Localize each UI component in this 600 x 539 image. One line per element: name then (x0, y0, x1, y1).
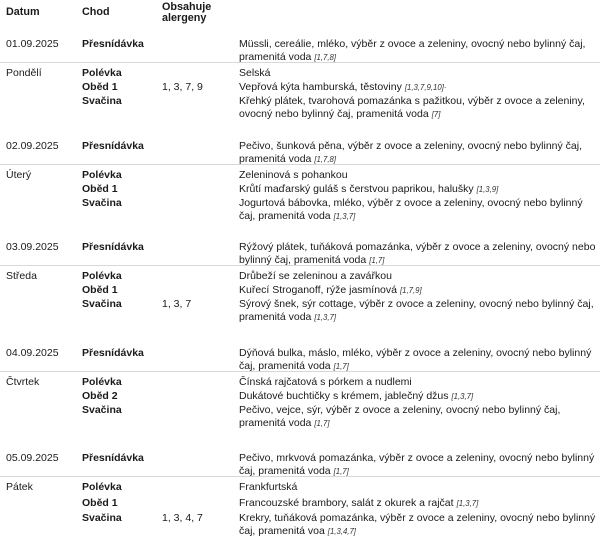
lunch-desc: Dukátové buchtičky s krémem, jablečný džus [1,3,7] (239, 390, 474, 402)
allergen-codes: [7] (431, 110, 441, 119)
divider (0, 62, 600, 63)
allergen-codes: [1,7] (314, 419, 330, 428)
allergen-codes: [1,3,9] (476, 185, 499, 194)
course-label-lunch: Oběd 1 (82, 284, 118, 296)
weekday: Čtvrtek (6, 376, 40, 388)
allergen-codes: [1,7] (369, 256, 385, 265)
course-label-breakfast: Přesnídávka (82, 241, 144, 253)
date: 04.09.2025 (6, 347, 59, 359)
allergen-codes: [1,7] (333, 467, 349, 476)
course-label-breakfast: Přesnídávka (82, 347, 144, 359)
allergen-codes: [1,7,8] (314, 53, 337, 62)
snack-desc: Krekry, tuňáková pomazánka, výběr z ovoce a zeleniny, ovocný nebo bylinný čaj, pramenitá voa [1,3,4,7] (239, 512, 596, 537)
breakfast-desc: Pečivo, mrkvová pomazánka, výběr z ovoce a zeleniny, ovocný nebo bylinný čaj, pramenitá voda [1,7] (239, 452, 595, 477)
allergen-codes: [1,7,9] (399, 286, 422, 295)
divider (0, 164, 600, 165)
course-label-snack: Svačina (82, 512, 122, 524)
header-allergens-line1: Obsahuje (162, 1, 212, 13)
breakfast-desc: Rýžový plátek, tuňáková pomazánka, výběr z ovoce a zeleniny, ovocný nebo bylinný čaj, pramenitá voda [1,7] (239, 241, 596, 266)
lunch-desc: Francouzské brambory, salát z okurek a rajčat [1,3,7] (239, 497, 479, 509)
breakfast-desc: Pečivo, šunková pěna, výběr z ovoce a zeleniny, ovocný nebo bylinný čaj, pramenitá voda [1,7,8] (239, 140, 583, 165)
lunch-desc: Kuřecí Stroganoff, rýže jasmínová [1,7,9] (239, 284, 422, 296)
course-label-breakfast: Přesnídávka (82, 452, 144, 464)
allergen-codes: [1,7,8] (314, 155, 337, 164)
course-label-snack: Svačina (82, 404, 122, 416)
snack-desc: Jogurtová bábovka, mléko, výběr z ovoce a zeleniny, ovocný nebo bylinný čaj, pramenitá voda [1,3,7] (239, 197, 583, 222)
soup-desc: Zeleninová s pohankou (239, 169, 348, 181)
date: 03.09.2025 (6, 241, 59, 253)
breakfast-desc: Müssli, cereálie, mléko, výběr z ovoce a zeleniny, ovocný nebo bylinný čaj, pramenitá voda [1,7,8] (239, 38, 586, 63)
allergen-codes: [1,7] (333, 362, 349, 371)
header-datum: Datum (6, 6, 40, 18)
course-label-lunch: Oběd 1 (82, 183, 118, 195)
snack-desc: Sýrový šnek, sýr cottage, výběr z ovoce a zeleniny, ovocný nebo bylinný čaj, pramenitá voda [1,3,7] (239, 298, 594, 323)
course-label-snack: Svačina (82, 95, 122, 107)
course-label-soup: Polévka (82, 67, 122, 79)
course-label-soup: Polévka (82, 481, 122, 493)
divider (0, 476, 600, 477)
course-label-soup: Polévka (82, 270, 122, 282)
allergen-codes: [1,3,7,9,10]· (404, 83, 447, 92)
header-allergens (162, 2, 211, 24)
course-label-soup: Polévka (82, 376, 122, 388)
weekday: Středa (6, 270, 37, 282)
course-label-lunch: Oběd 2 (82, 390, 118, 402)
header-chod: Chod (82, 6, 110, 18)
course-label-snack: Svačina (82, 298, 122, 310)
course-label-lunch: Oběd 1 (82, 81, 118, 93)
course-label-soup: Polévka (82, 169, 122, 181)
allergen-codes: [1,3,7] (451, 392, 474, 401)
soup-desc: Frankfurtská (239, 481, 298, 493)
date: 01.09.2025 (6, 38, 59, 50)
snack-allergens: 1, 3, 7 (162, 298, 192, 310)
date: 05.09.2025 (6, 452, 59, 464)
header-allergens-line2: alergeny (162, 12, 207, 24)
snack-allergens: 1, 3, 4, 7 (162, 512, 203, 524)
lunch-desc: Vepřová kýta hamburská, těstoviny [1,3,7,9,10]· (239, 81, 447, 93)
breakfast-desc: Dýňová bulka, máslo, mléko, výběr z ovoce a zeleniny, ovocný nebo bylinný čaj, pramenitá voda [1,7] (239, 347, 592, 372)
course-label-breakfast: Přesnídávka (82, 38, 144, 50)
lunch-desc: Krůtí maďarský guláš s čerstvou paprikou, halušky [1,3,9] (239, 183, 499, 195)
allergen-codes: [1,3,7] (456, 499, 479, 508)
divider (0, 265, 600, 266)
snack-desc: Pečivo, vejce, sýr, výběr z ovoce a zeleniny, ovocný nebo bylinný čaj, pramenitá voda [1,7] (239, 404, 561, 429)
divider (0, 371, 600, 372)
allergen-codes: [1,3,4,7] (327, 527, 356, 536)
date: 02.09.2025 (6, 140, 59, 152)
soup-desc: Drůbeží se zeleninou a zavářkou (239, 270, 392, 282)
soup-desc: Čínská rajčatová s pórkem a nudlemi (239, 376, 412, 388)
weekday: Úterý (6, 169, 32, 181)
weekday: Pondělí (6, 67, 42, 79)
course-label-snack: Svačina (82, 197, 122, 209)
lunch-allergens: 1, 3, 7, 9 (162, 81, 203, 93)
course-label-breakfast: Přesnídávka (82, 140, 144, 152)
soup-desc: Selská (239, 67, 271, 79)
allergen-codes: [1,3,7] (314, 313, 337, 322)
snack-desc: Křehký plátek, tvarohová pomazánka s pažitkou, výběr z ovoce a zeleniny, ovocný nebo bylinný čaj, pramenitá voda [7] (239, 95, 585, 120)
course-label-lunch: Oběd 1 (82, 497, 118, 509)
weekday: Pátek (6, 481, 33, 493)
allergen-codes: [1,3,7] (333, 212, 356, 221)
